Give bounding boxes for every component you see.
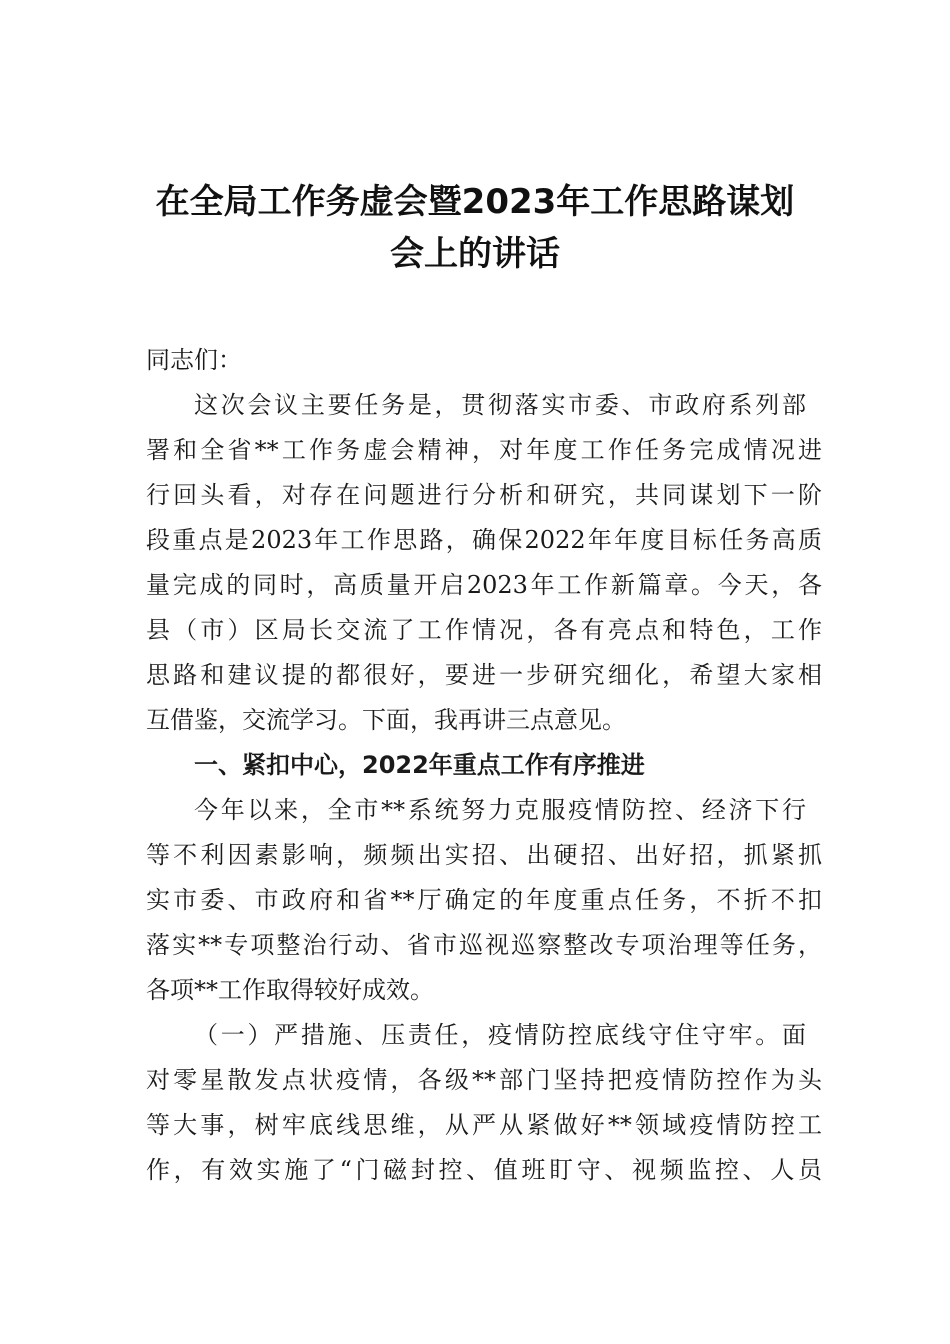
paragraph-line: 实市委、市政府和省**厅确定的年度重点任务，不折不扣 [146, 886, 822, 914]
paragraph-line: 段重点是2023年工作思路，确保2022年年度目标任务高质 [146, 526, 822, 554]
section-heading: 一、紧扣中心，2022年重点工作有序推进 [194, 751, 645, 779]
paragraph-line: （一）严措施、压责任，疫情防控底线守住守牢。面 [194, 1021, 806, 1049]
paragraph-line: 这次会议主要任务是，贯彻落实市委、市政府系列部 [194, 391, 806, 419]
paragraph-line: 量完成的同时，高质量开启2023年工作新篇章。今天，各 [146, 571, 822, 599]
paragraph-line: 今年以来，全市**系统努力克服疫情防控、经济下行 [194, 796, 806, 824]
paragraph-line: 各项**工作取得较好成效。 [146, 976, 434, 1004]
document-title-line-2: 会上的讲话 [390, 234, 560, 274]
paragraph-line: 等大事，树牢底线思维，从严从紧做好**领域疫情防控工 [146, 1111, 822, 1139]
paragraph-line: 行回头看，对存在问题进行分析和研究，共同谋划下一阶 [146, 481, 822, 509]
paragraph-line: 等不利因素影响，频频出实招、出硬招、出好招，抓紧抓 [146, 841, 822, 869]
paragraph-line: 作，有效实施了“门磁封控、值班盯守、视频监控、人员 [146, 1156, 822, 1184]
salutation: 同志们： [146, 346, 242, 374]
paragraph-line: 对零星散发点状疫情，各级**部门坚持把疫情防控作为头 [146, 1066, 822, 1094]
paragraph-line: 落实**专项整治行动、省市巡视巡察整改专项治理等任务， [146, 931, 822, 959]
paragraph-line: 署和全省**工作务虚会精神，对年度工作任务完成情况进 [146, 436, 822, 464]
document-title-line-1: 在全局工作务虚会暨2023年工作思路谋划 [155, 182, 795, 222]
paragraph-line: 互借鉴，交流学习。下面，我再讲三点意见。 [146, 706, 626, 734]
paragraph-line: 思路和建议提的都很好，要进一步研究细化，希望大家相 [146, 661, 822, 689]
paragraph-line: 县（市）区局长交流了工作情况，各有亮点和特色，工作 [146, 616, 822, 644]
